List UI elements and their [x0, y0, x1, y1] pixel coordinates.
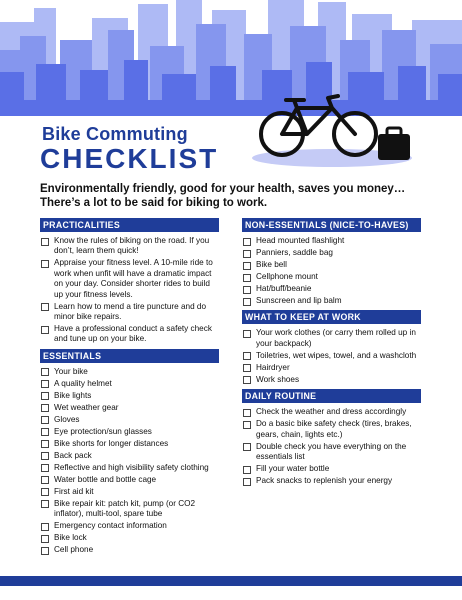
checklist-item-label: Your work clothes (or carry them rolled up in your backpack) [256, 328, 416, 348]
checklist-item[interactable] [242, 351, 421, 361]
checklist-item-label: First aid kit [54, 486, 94, 496]
checkbox-icon[interactable] [243, 409, 251, 417]
checklist-item-label: Do a basic bike safety check (tires, brakes, gears, chain, lights etc.) [256, 419, 412, 439]
checkbox-icon[interactable] [243, 286, 251, 294]
checklist-item-label: Reflective and high visibility safety clothing [54, 462, 209, 472]
checklist-item[interactable] [242, 407, 421, 417]
checklist-item[interactable] [40, 391, 219, 401]
checklist-item-label: Sunscreen and lip balm [256, 296, 342, 305]
checkbox-icon[interactable] [243, 421, 251, 429]
checklist-item-label: Back pack [54, 450, 92, 460]
checklist-item-label: Water bottle and bottle cage [54, 474, 157, 484]
right-column [242, 218, 421, 490]
checklist-item[interactable] [242, 284, 421, 294]
checklist-item-label: Emergency contact information [54, 521, 167, 531]
section-heading: NON-ESSENTIALS (NICE-TO-HAVES) [242, 218, 421, 232]
checklist-item[interactable] [40, 475, 219, 485]
section-keep-at-work [242, 310, 421, 385]
section-essentials [40, 349, 219, 556]
checklist-item[interactable] [242, 272, 421, 282]
checklist-item[interactable] [242, 476, 421, 486]
checkbox-icon[interactable] [41, 476, 49, 484]
checklist-item[interactable] [40, 367, 219, 377]
checklist-item[interactable] [242, 464, 421, 474]
checklist-item[interactable] [40, 379, 219, 389]
briefcase-icon [378, 128, 410, 160]
checklist-item[interactable] [242, 328, 421, 349]
section-heading: ESSENTIALS [40, 349, 219, 363]
checklist-item[interactable] [242, 260, 421, 270]
checkbox-icon[interactable] [243, 364, 251, 372]
checklist-item[interactable] [40, 403, 219, 413]
checklist-item[interactable] [40, 521, 219, 531]
checklist-item[interactable] [242, 375, 421, 385]
checkbox-icon[interactable] [41, 368, 49, 376]
checklist-item-label: Bike repair kit: patch kit, pump (or CO2 inflator), multi-tool, spare tube [54, 498, 196, 519]
checkbox-icon[interactable] [243, 262, 251, 270]
checklist-item-label: Hat/buff/beanie [256, 284, 312, 293]
checklist-item-label: Toiletries, wet wipes, towel, and a washcloth [256, 350, 417, 360]
checklist-item[interactable] [40, 533, 219, 543]
checklist-item[interactable] [242, 248, 421, 258]
checklist-item[interactable] [40, 427, 219, 437]
checklist-item-label: Check the weather and dress accordingly [256, 407, 407, 417]
checkbox-icon[interactable] [41, 380, 49, 388]
checklist-item[interactable] [242, 236, 421, 246]
checklist-item-label: Eye protection/sun glasses [54, 426, 152, 436]
checklist-item-label: Cell phone [54, 545, 94, 555]
section-heading: WHAT TO KEEP AT WORK [242, 310, 421, 324]
checklist-item-label: Wet weather gear [54, 402, 119, 412]
checkbox-icon[interactable] [243, 274, 251, 282]
checklist-item-label: Your bike [54, 366, 88, 376]
checklist-item[interactable] [40, 487, 219, 497]
checklist-item-label: Know the rules of biking on the road. If you don’t, learn them quick! [54, 236, 210, 256]
section-heading: PRACTICALITIES [40, 218, 219, 232]
checkbox-icon[interactable] [41, 440, 49, 448]
checkbox-icon[interactable] [243, 330, 251, 338]
checkbox-icon[interactable] [41, 260, 49, 268]
checklist-item-label: Gloves [54, 414, 80, 424]
checklist-item[interactable] [40, 258, 219, 300]
checklist-item-label: Bike lock [54, 533, 87, 543]
checkbox-icon[interactable] [243, 298, 251, 306]
checkbox-icon[interactable] [243, 352, 251, 360]
checklist-item-label: Panniers, saddle bag [256, 248, 333, 257]
checkbox-icon[interactable] [243, 478, 251, 486]
checklist-item[interactable] [40, 415, 219, 425]
checkbox-icon[interactable] [41, 404, 49, 412]
checkbox-icon[interactable] [41, 523, 49, 531]
checkbox-icon[interactable] [41, 547, 49, 555]
checklist-item[interactable] [40, 499, 219, 520]
checklist-item-label: Bike bell [256, 260, 287, 269]
checkbox-icon[interactable] [41, 238, 49, 246]
checklist-item[interactable] [242, 363, 421, 373]
checkbox-icon[interactable] [41, 488, 49, 496]
checklist-item[interactable] [242, 442, 421, 463]
section-non-essentials [242, 218, 421, 306]
checklist-item-label: Learn how to mend a tire puncture and do minor bike repairs. [54, 301, 207, 322]
checklist-item[interactable] [40, 236, 219, 257]
checklist-item[interactable] [40, 439, 219, 449]
checklist-item-label: Have a professional conduct a safety check and tune up on your bike. [54, 324, 212, 344]
checkbox-icon[interactable] [243, 376, 251, 384]
page-title: CHECKLIST [40, 143, 219, 174]
left-column [40, 218, 219, 560]
checklist [242, 407, 421, 486]
checklist-item[interactable] [40, 324, 219, 345]
checklist-item-label: Hairdryer [256, 362, 290, 372]
checklist-item[interactable] [242, 419, 421, 440]
checklist-item[interactable] [40, 451, 219, 461]
checkbox-icon[interactable] [41, 303, 49, 311]
checkbox-icon[interactable] [243, 250, 251, 258]
checklist [242, 236, 421, 306]
checklist [40, 236, 219, 345]
checklist-item-label: A quality helmet [54, 378, 112, 388]
checklist [40, 367, 219, 556]
checkbox-icon[interactable] [41, 452, 49, 460]
checklist-item-label: Fill your water bottle [256, 464, 330, 474]
title-line-1: Bike Commuting [42, 124, 188, 144]
checklist-item[interactable] [40, 302, 219, 323]
bicycle-briefcase-illustration [252, 92, 422, 168]
checkbox-icon[interactable] [41, 326, 49, 334]
checklist-item[interactable] [40, 545, 219, 555]
checklist-item-label: Cellphone mount [256, 272, 318, 281]
checkbox-icon[interactable] [41, 416, 49, 424]
checkbox-icon[interactable] [41, 428, 49, 436]
footer-bar [0, 576, 462, 586]
section-practicalities [40, 218, 219, 345]
checkbox-icon[interactable] [243, 238, 251, 246]
checkbox-icon[interactable] [41, 464, 49, 472]
checklist-item-label: Appraise your fitness level. A 10-mile ride to work when unfit will have a dramatic impact on your day. Consider shorter rides to build up your fitness levels. [54, 258, 213, 299]
intro-text: Environmentally friendly, good for your health, saves you money… There’s a lot to be said for biking to work. [40, 183, 406, 209]
checklist-item-label: Work shoes [256, 374, 300, 384]
checkbox-icon[interactable] [41, 535, 49, 543]
checkbox-icon[interactable] [243, 443, 251, 451]
section-daily-routine [242, 389, 421, 486]
checklist-item[interactable] [40, 463, 219, 473]
section-heading: DAILY ROUTINE [242, 389, 421, 403]
checklist-item-label: Head mounted flashlight [256, 236, 345, 245]
checklist-item[interactable] [242, 296, 421, 306]
checkbox-icon[interactable] [41, 500, 49, 508]
checklist-item-label: Double check you have everything on the essentials list [256, 441, 407, 462]
checklist-item-label: Pack snacks to replenish your energy [256, 476, 393, 486]
checklist-item-label: Bike shorts for longer distances [54, 438, 169, 448]
checklist-item-label: Bike lights [54, 390, 92, 400]
checklist [242, 328, 421, 385]
checkbox-icon[interactable] [243, 466, 251, 474]
checkbox-icon[interactable] [41, 392, 49, 400]
